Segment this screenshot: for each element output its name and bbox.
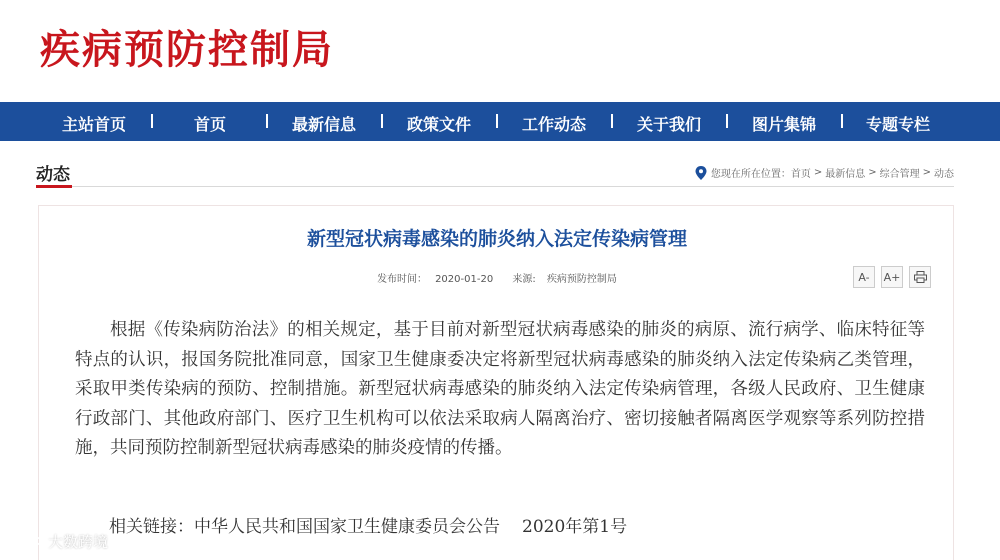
font-smaller-button[interactable]: A- [853,266,875,288]
site-title[interactable]: 疾病预防控制局 [40,27,334,73]
breadcrumb-separator: > [868,167,877,178]
watermark-text: 大数跨境 [48,532,109,551]
font-larger-button[interactable]: A+ [881,266,903,288]
nav-item-special-topics[interactable]: 专题专栏 [866,115,931,134]
nav-item-main-home[interactable]: 主站首页 [62,115,127,134]
breadcrumb-prefix: 您现在所在位置： [710,169,791,180]
article-body: 根据《传染病防治法》的相关规定，基于目前对新型冠状病毒感染的肺炎的病原、流行病学、临床特征等特点的认识，报国务院批准同意，国家卫生健康委决定将新型冠状病毒感染的肺炎纳入法定传染病乙类管理，采取甲类传染病的预防、控制措施。新型冠状病毒感染的肺炎纳入法定传染病管理，各级人民政府、卫生健康行政部门、其他政府部门、医疗卫生机构可以依法采取病人隔离治疗、密切接触者隔离医学观察等系列防控措施，共同预防控制新型冠状病毒感染的肺炎疫情的传播。 [75,320,925,458]
breadcrumb-home[interactable]: 首页 [790,169,811,180]
publish-date: 2020-01-20 [435,274,494,285]
nav-item-latest-info[interactable]: 最新信息 [292,115,357,134]
nav-separator [381,114,383,128]
nav-item-work-updates[interactable]: 工作动态 [522,115,587,134]
section-title-underline [36,185,72,188]
nav-item-home[interactable]: 首页 [194,115,227,134]
related-label: 相关链接： [109,517,194,537]
section-header [36,160,954,186]
related-links [109,512,627,537]
nav-separator [151,114,153,128]
breadcrumb-general-management[interactable]: 综合管理 [879,169,920,180]
location-pin-icon [695,166,707,180]
article-card [38,205,954,560]
article-title: 新型冠状病毒感染的肺炎纳入法定传染病管理 [306,228,687,250]
related-number: 2020年第1号 [522,517,628,537]
nav-item-about-us[interactable]: 关于我们 [637,115,702,134]
article-meta [39,270,955,285]
breadcrumb [695,165,954,180]
print-button[interactable] [909,266,931,288]
printer-icon [914,271,927,283]
publish-label: 发布时间： [377,274,428,285]
nav-item-policy-docs[interactable]: 政策文件 [407,115,472,134]
nav-separator [496,114,498,128]
article-tools [853,266,931,288]
section-divider [36,186,954,187]
related-link[interactable]: 中华人民共和国国家卫生健康委员会公告 [194,517,500,537]
breadcrumb-separator: > [922,167,931,178]
nav-separator [611,114,613,128]
site-header [0,0,1000,100]
nav-item-gallery[interactable]: 图片集锦 [752,115,817,134]
nav-separator [266,114,268,128]
section-title: 动态 [36,165,70,185]
watermark-logo-icon [4,530,44,552]
main-nav [0,102,1000,141]
breadcrumb-current: 动态 [934,169,954,180]
breadcrumb-separator: > [813,167,823,178]
source-name: 疾病预防控制局 [546,274,617,285]
breadcrumb-latest-info[interactable]: 最新信息 [825,169,866,180]
nav-separator [726,114,728,128]
watermark [4,530,108,552]
source-label: 来源: [512,274,536,285]
nav-separator [841,114,843,128]
